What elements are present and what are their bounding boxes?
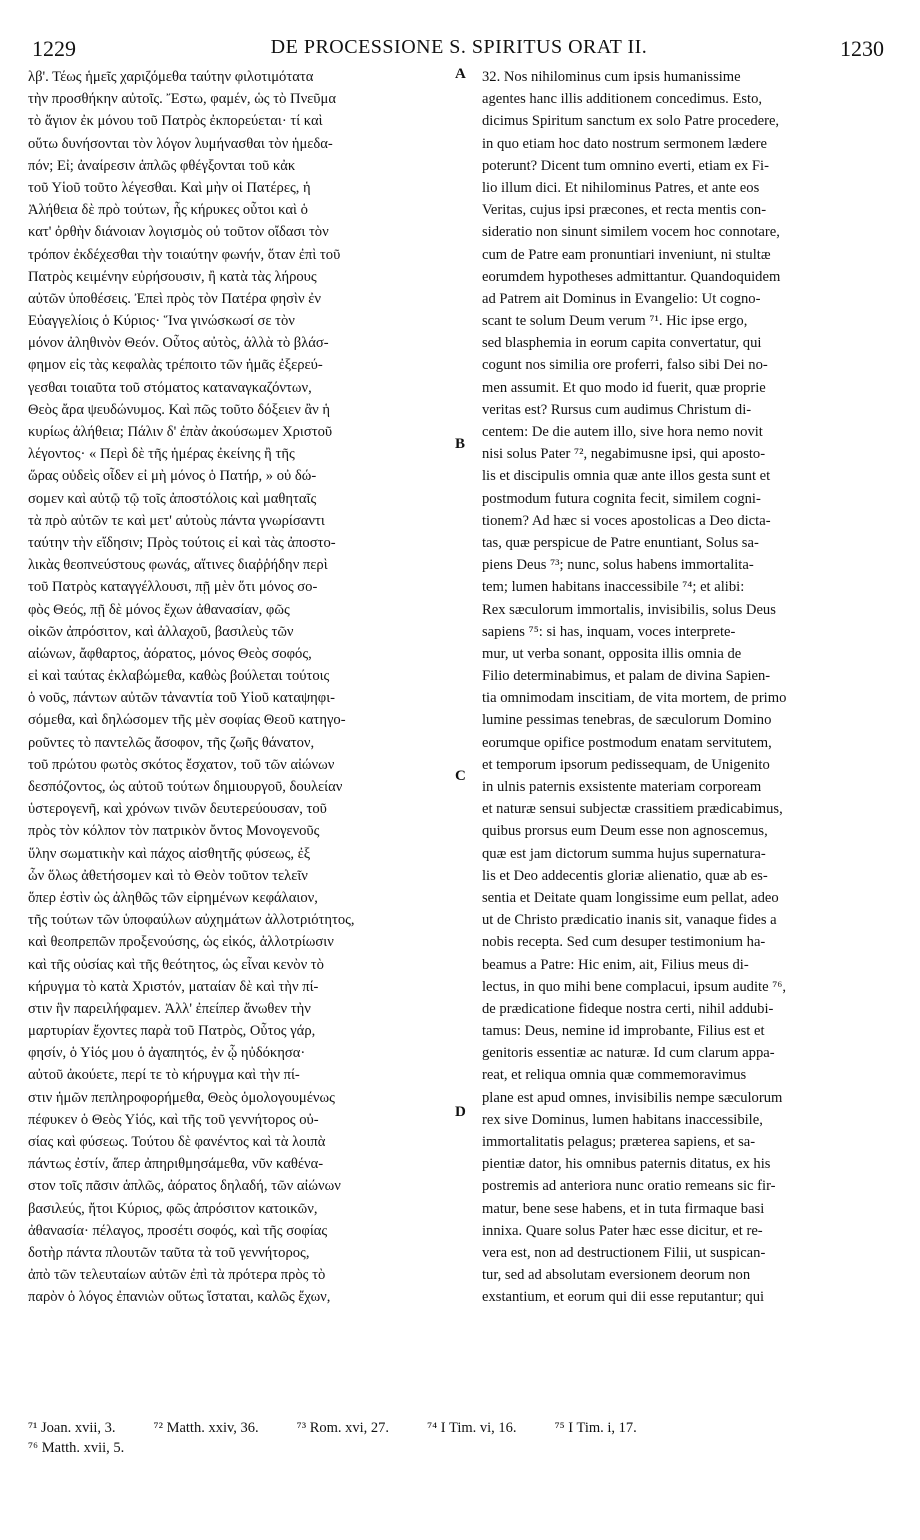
latin-text-line: eorumdem hypotheses admittantur. Quandoquidem	[482, 268, 781, 285]
greek-text-line: ὧν ὅλως ἀθετήσομεν καὶ τὸ Θεὸν τοῦτον τελεῖν	[28, 867, 308, 884]
greek-text-line: στον τοῖς πᾶσιν ἁπλῶς, ἀόρατος δηλαδή, τῶν αἰώνων	[28, 1178, 341, 1195]
latin-text-line: men assumit. Et quo modo id fuerit, quæ proprie	[482, 379, 766, 396]
latin-text-line: sapiens ⁷⁵: si has, inquam, voces interprete-	[482, 623, 736, 640]
greek-text-line: ἀθανασία· πέλαγος, προσέτι σοφός, καὶ τῆς σοφίας	[28, 1222, 328, 1239]
greek-text-line: Θεὸς ἄρα ψευδώνυμος. Καὶ πῶς τοῦτο δόξειεν ἂν ἡ	[28, 401, 331, 418]
latin-text-line: pientiæ dator, his omnibus paternis ditatus, ex his	[482, 1156, 771, 1173]
latin-text-line: agentes hanc illis additionem concedimus. Esto,	[482, 91, 763, 108]
latin-text-line: sideratio non sinunt similem vocem hoc connotare,	[482, 224, 780, 241]
greek-text-line: σομεν καὶ αὐτῷ τῷ τοῖς ἀποστόλοις καὶ μαθηταῖς	[28, 490, 317, 507]
latin-text-line: poterunt? Dicent tum omnino everti, etiam ex Fi-	[482, 157, 769, 174]
greek-text-line: φησίν, ὁ Υἱός μου ὁ ἀγαπητός, ἐν ᾧ ηὐδόκησα·	[28, 1045, 306, 1062]
greek-text-line: κατ' ὀρθὴν διάνοιαν λογισμὸς οὐ τοῦτον οἴδασι τὸν	[28, 224, 329, 241]
greek-text-line: μόνον ἀληθινὸν Θεόν. Οὗτος αὐτὸς, ἀλλὰ τὸ βλάσ-	[28, 335, 329, 352]
greek-text-line: οἰκῶν ἀπρόσιτον, καὶ ἀλλαχοῦ, βασιλεὺς τῶν	[28, 623, 294, 640]
latin-text-line: genitoris essentiæ ac naturæ. Id cum clarum appa-	[482, 1045, 775, 1062]
greek-text-line: ὕλην σωματικὴν καὶ πάχος αἰσθητῆς φύσεως, ἐξ	[28, 845, 311, 862]
latin-text-line: dicimus Spiritum sanctum ex solo Patre procedere,	[482, 113, 780, 130]
latin-text-line: sed blasphemia in eorum capita convertatur, qui	[482, 335, 762, 352]
greek-text-line: βασιλεύς, ἤτοι Κύριος, φῶς ἀπρόσιτον κατοικῶν,	[28, 1200, 318, 1217]
latin-text-line: cum de Patre eam pronuntiari inveniunt, ni stultæ	[482, 246, 771, 263]
margin-letter-d: D	[455, 1104, 466, 1120]
latin-text-line: tas, quæ perspicue de Patre enuntiant, Solus sa-	[482, 534, 759, 551]
greek-text-line: αὐτοῦ ἀκούετε, περί τε τὸ κήρυγμα καὶ τὴν πί-	[28, 1067, 300, 1084]
greek-text-line: Ἀλήθεια δὲ πρὸ τούτων, ἧς κήρυκες οὗτοι καὶ ὁ	[28, 202, 308, 219]
latin-text-line: nisi solus Pater ⁷², negabimusne ipsi, qui aposto-	[482, 446, 766, 463]
latin-text-line: tur, sed ad absolutam eversionem deorum non	[482, 1267, 751, 1284]
greek-text-line: αἰώνων, ἄφθαρτος, ἀόρατος, μόνος Θεὸς σοφός,	[28, 645, 312, 662]
latin-text-line: lis et Deo addecentis gloriæ alienatio, quæ ab es-	[482, 867, 768, 884]
greek-text-line: οὕτω δυνήσονται τὸν λόγον λυμήνασθαι τὸν ἡμεδα-	[28, 135, 333, 152]
greek-text-line: κήρυγμα τὸ κατὰ Χριστόν, ματαίαν δὲ καὶ τὴν πί-	[28, 978, 319, 995]
latin-text-line: lio illum dici. Et nihilominus Patres, et ante eos	[482, 179, 760, 196]
latin-text-line: scant te solum Deum verum ⁷¹. Hic ipse ergo,	[482, 313, 748, 330]
latin-text-line: piens Deus ⁷³; nunc, solus habens immortalita-	[482, 557, 754, 574]
latin-text-line: reat, et reliqua omnia quæ commemoravimus	[482, 1067, 747, 1084]
greek-text-line: τοῦ Πατρὸς καταγγέλλουσι, πῇ μὲν ὅτι μόνος σο-	[28, 579, 318, 596]
latin-text-line: et temporum ipsorum pedissequam, de Unigenito	[482, 756, 770, 773]
latin-text-line: et naturæ sensui subjectæ crassitiem prædicabimus,	[482, 801, 783, 818]
latin-text-line: Veritas, cujus ipsi præcones, et recta mentis con-	[482, 202, 767, 219]
latin-text-line: eorumque opifice postmodum enatam servitutem,	[482, 734, 772, 751]
greek-text-line: καὶ θεοπρεπῶν προξενούσης, ὡς εἰκός, ἀλλοτρίωσιν	[28, 934, 334, 951]
greek-text-line: Πατρὸς κειμένην εὑρήσουσιν, ἢ κατὰ τὰς λήρους	[28, 268, 317, 285]
latin-text-line: sentia et Deitate quam longissime eum pellat, adeo	[482, 889, 779, 906]
latin-text-line: centem: De die autem illo, sive hora nemo novit	[482, 424, 763, 440]
greek-text-line: κυρίως ἀλήθεια; Πάλιν δ' ἐπὰν ἀκούσωμεν Χριστοῦ	[28, 424, 333, 440]
greek-text-line: ὁ νοῦς, πάντων αὐτῶν τἀναντία τοῦ Υἱοῦ καταψηφι-	[28, 690, 335, 707]
greek-text-line: ὥρας οὐδεὶς οἶδεν εἰ μὴ μόνος ὁ Πατήρ, » οὐ δώ-	[28, 468, 317, 485]
latin-text-line: Filio determinabimus, et palam de divina Sapien-	[482, 668, 771, 685]
latin-text-line: matur, bene sese habens, et in tuta firmaque basi	[482, 1200, 765, 1217]
greek-column	[28, 66, 460, 1309]
latin-text-line: lectus, in quo mihi bene complacui, ipsum audite ⁷⁶,	[482, 978, 787, 995]
footnote: ⁷³ Rom. xvi, 27.	[296, 1420, 390, 1436]
footnote: ⁷⁴ I Tim. vi, 16.	[427, 1420, 517, 1436]
latin-text-line: tem; lumen habitans inaccessibile ⁷⁴; et alibi:	[482, 579, 745, 596]
greek-text-line: αὐτῶν ὑποθέσεις. Ἐπεὶ πρὸς τὸν Πατέρα φησὶν ἐν	[28, 290, 321, 307]
greek-text-line: τοῦ πρώτου φωτὸς σκότος ἔσχατον, τοῦ τῶν αἰώνων	[28, 756, 335, 773]
greek-text-line: ταύτην τὴν εἴδησιν; Πρὸς τούτοις εἰ καὶ τὰς ἀποστο-	[28, 534, 336, 551]
latin-text-line: mur, ut verba sonant, opposita illis omnia de	[482, 645, 742, 662]
latin-text-line: veritas est? Rursus cum audimus Christum di-	[482, 401, 752, 418]
greek-text-line: φημον εἰς τὰς κεφαλὰς τρέποιτο τῶν ἡμᾶς ἐξερεύ-	[28, 357, 323, 374]
latin-text-line: quæ est jam dictorum summa hujus supernatura-	[482, 845, 766, 862]
footnote: ⁷² Matth. xxiv, 36.	[153, 1420, 259, 1436]
greek-text-line: στιν ἣν παρειλήφαμεν. Ἀλλ' ἐπείπερ ἄνωθεν τὴν	[28, 1000, 311, 1017]
greek-text-line: ὅπερ ἐστὶν ὡς ἀληθῶς τῶν εἰρημένων κεφάλαιον,	[28, 889, 318, 906]
greek-text-line: πρὸς τὸν κόλπον τὸν πατρικὸν ὄντος Μονογενοῦς	[28, 823, 320, 840]
latin-text-line: lis et discipulis omnia quæ ante illos gesta sunt et	[482, 468, 771, 485]
greek-text-line: τὸ ἅγιον ἐκ μόνου τοῦ Πατρὸς ἐκπορεύεται· τί καὶ	[28, 113, 323, 130]
greek-text-line: καὶ τῆς οὐσίας καὶ τῆς θεότητος, ὡς εἶναι κενὸν τὸ	[28, 956, 324, 973]
greek-text-line: πόν; Εἰ; ἀναίρεσιν ἁπλῶς φθέγξονται τοῦ κἀκ	[28, 157, 296, 174]
greek-text-line: φὸς Θεός, πῇ δὲ μόνος ἔχων ἀθανασίαν, φῶς	[28, 601, 290, 618]
latin-text-line: de prædicatione fideque nostra certi, nihil addubi-	[482, 1000, 774, 1017]
greek-text-line: σίας καὶ φύσεως. Τούτου δὲ φανέντος καὶ τὰ λοιπὰ	[28, 1134, 326, 1150]
latin-text-line: postmodum futura cognita fecit, similem cogni-	[482, 490, 761, 507]
greek-text-line: λβ'. Τέως ἡμεῖς χαριζόμεθα ταύτην φιλοτιμότατα	[28, 69, 314, 85]
latin-text-line: nobis recepta. Sed cum desuper testimonium ha-	[482, 934, 766, 951]
margin-letter-c: C	[455, 768, 466, 784]
latin-text-line: vera est, non ad destructionem Filii, ut suspican-	[482, 1244, 766, 1261]
latin-text-line: postremis ad anteriora nunc oratio remeans sic fir-	[482, 1178, 776, 1195]
greek-text-line: ὑστερογενῆ, καὶ χρόνων τινῶν δευτερεύουσαν, τοῦ	[28, 801, 327, 818]
page-number-right: 1230	[840, 36, 884, 61]
footnotes	[28, 1418, 890, 1458]
margin-letter-a: A	[455, 66, 466, 82]
latin-text-line: tionem? Ad hæc si voces apostolicas a Deo dicta-	[482, 512, 771, 529]
greek-text-line: σόμεθα, καὶ δηλώσομεν τῆς μὲν σοφίας Θεοῦ κατηγο-	[28, 712, 346, 729]
latin-text-line: beamus a Patre: Hic enim, ait, Filius meus di-	[482, 956, 749, 973]
latin-text-line: ut de Christo prædicatio inanis sit, vanaque fides a	[482, 912, 777, 929]
latin-text-line: exstantium, et eorum qui dii esse reputantur; qui	[482, 1289, 765, 1306]
footnote-row	[28, 1438, 890, 1458]
greek-text-line: δεσπόζοντος, ὡς αὐτοῦ τούτων δημιουργοῦ, δουλείαν	[28, 779, 343, 795]
latin-text-line: cogunt nos similia ore proferri, falso sibi Dei no-	[482, 357, 768, 374]
greek-text-line: Εὐαγγελίοις ὁ Κύριος· Ἵνα γινώσκωσί σε τὸν	[28, 313, 295, 330]
footnote-row	[28, 1418, 890, 1438]
greek-text-line: μαρτυρίαν ἔχοντες παρὰ τοῦ Πατρὸς, Οὗτος γάρ,	[28, 1023, 316, 1040]
greek-text-line: τὰ πρὸ αὐτῶν τε καὶ μετ' αὐτοὺς πάντα γνωρίσαντι	[28, 512, 325, 529]
latin-text-line: tamus: Deus, nemine id improbante, Filius est et	[482, 1023, 765, 1040]
footnote: ⁷¹ Joan. xvii, 3.	[28, 1420, 116, 1436]
latin-text-line: innixa. Quare solus Pater hæc esse dicitur, et re-	[482, 1222, 763, 1239]
greek-text-line: στιν ἡμῶν πεπληροφορήμεθα, Θεὸς ὁμολογουμένως	[28, 1089, 335, 1106]
greek-text-line: λέγοντος· « Περὶ δὲ τῆς ἡμέρας ἐκείνης ἢ τῆς	[28, 446, 295, 463]
greek-text-line: πέφυκεν ὁ Θεὸς Υἱός, καὶ τῆς τοῦ γεννήτορος οὐ-	[28, 1111, 319, 1128]
latin-text-line: Rex sæculorum immortalis, invisibilis, solus Deus	[482, 601, 776, 618]
page-number-left: 1229	[32, 36, 76, 61]
greek-text-line: τοῦ Υἱοῦ τοῦτο λέγεσθαι. Καὶ μὴν οἱ Πατέρες, ἡ	[28, 179, 311, 196]
greek-text-line: λικὰς θεοπνεύστους φωνάς, αἵτινες διαῤῥήδην περὶ	[28, 557, 328, 574]
greek-text-line: ἀπὸ τῶν τελευταίων αὐτῶν ἐπὶ τὰ πρότερα πρὸς τὸ	[28, 1267, 326, 1284]
latin-column	[482, 66, 892, 1309]
latin-text-line: in quo etiam hoc dato nostrum sermonem lædere	[482, 135, 767, 152]
footnote: ⁷⁵ I Tim. i, 17.	[554, 1420, 637, 1436]
greek-text-line: τῆς τούτων τῶν ὑποφαύλων αὐχημάτων ἀλλοτριότητος,	[28, 912, 355, 929]
greek-text-line: ροῦντες τὸ παντελῶς ἄσοφον, τῆς ζωῆς θάνατον,	[28, 734, 315, 751]
page-header	[28, 36, 890, 66]
latin-text-line: 32. Nos nihilominus cum ipsis humanissime	[482, 69, 741, 85]
latin-text-line: immortalitatis pelagus; præterea sapiens, et sa-	[482, 1134, 756, 1150]
greek-text-line: δοτὴρ πάντα πλουτῶν ταῦτα τὰ τοῦ γεννήτορος,	[28, 1244, 310, 1261]
greek-text-line: τὴν προσθήκην αὐτοῖς. Ἔστω, φαμέν, ὡς τὸ Πνεῦμα	[28, 91, 337, 108]
latin-text-line: in ulnis paternis exsistente materiam corpoream	[482, 779, 762, 795]
latin-text-line: rex sive Dominus, lumen habitans inaccessibile,	[482, 1111, 763, 1128]
greek-text-line: παρὸν ὁ λόγος ἐπανιὼν οὕτως ἵσταται, καλῶς ἔχων,	[28, 1289, 331, 1306]
running-title: DE PROCESSIONE S. SPIRITUS ORAT II.	[270, 36, 648, 58]
latin-text-line: quibus prorsus eum Deum esse non agnoscemus,	[482, 823, 768, 840]
latin-text-line: ad Patrem ait Dominus in Evangelio: Ut cogno-	[482, 290, 761, 307]
margin-letter-b: B	[455, 436, 466, 452]
latin-text-line: plane est apud omnes, invisibilis nempe sæculorum	[482, 1089, 783, 1106]
footnote: ⁷⁶ Matth. xvii, 5.	[28, 1440, 125, 1456]
greek-text-line: εἰ καὶ ταύτας ἐκλαβώμεθα, καθὼς βούλεται τούτοις	[28, 668, 330, 685]
greek-text-line: πάντως ἐστίν, ἅπερ ἀπηριθμησάμεθα, νῦν καθένα-	[28, 1156, 324, 1173]
latin-text-line: tia omnimodam inscitiam, de vita mortem, de primo	[482, 690, 787, 707]
greek-text-line: γεσθαι τοιαῦτα τοῦ στόματος καταναγκαζόντων,	[28, 379, 312, 396]
greek-text-line: τρόπον ἐκδέχεσθαι τὴν τοιαύτην φωνήν, ὅταν ἐπὶ τοῦ	[28, 246, 341, 263]
latin-text-line: lumine pessimas tenebras, de sæculorum Domino	[482, 712, 772, 729]
